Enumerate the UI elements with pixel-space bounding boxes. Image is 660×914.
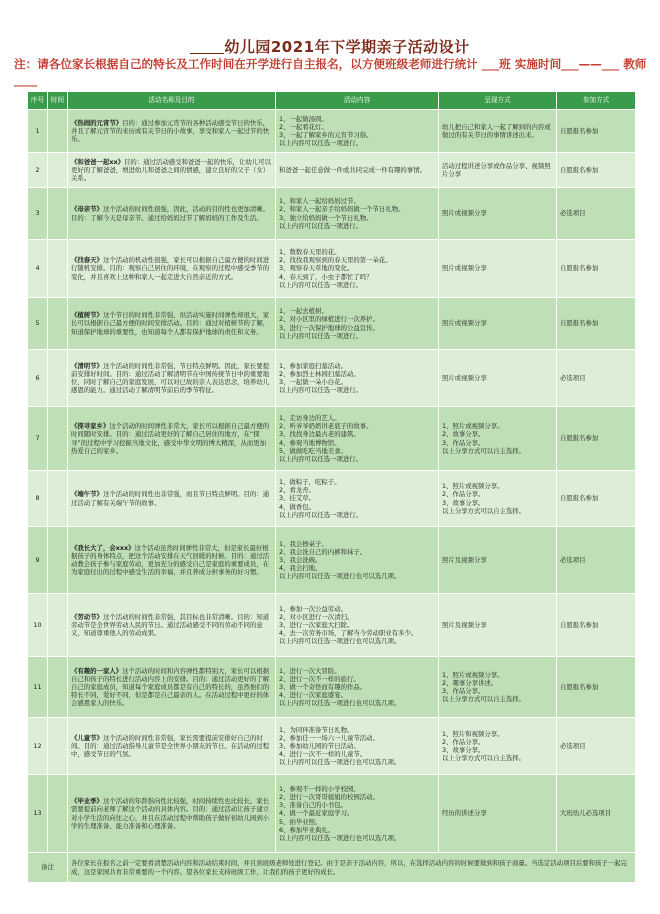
signup-notice: 注：请各位家长根据自己的特长及工作时间在开学进行自主报名，以方便班级老师进行统计 ___班 实施时间___——___ 教师 ____ bbox=[14, 57, 647, 87]
activity-content-cell bbox=[276, 527, 439, 594]
activity-cell bbox=[68, 775, 276, 853]
content-line: 以上内容可以任选一项进行。 bbox=[279, 221, 363, 230]
remark-row bbox=[28, 853, 636, 883]
presentation-cell: 照片或视频分享 bbox=[439, 350, 557, 407]
kindergarten-name-blank bbox=[190, 39, 224, 54]
content-line: 1、做粽子，吃粽子。 bbox=[279, 478, 341, 487]
activity-title: 《劳动节》 bbox=[71, 612, 103, 621]
participation-cell: 自愿报名参加 bbox=[557, 240, 636, 298]
activity-cell bbox=[68, 153, 276, 188]
content-line: 以上内容可以任选一项进行。 bbox=[279, 386, 363, 395]
presentation-line: 1、照片和视频分享。 bbox=[442, 729, 504, 738]
activity-cell bbox=[68, 407, 276, 471]
presentation-cell: 幼儿把自己和家人一起了解到的内容或做过的有关节日的事情讲述出来。 bbox=[439, 110, 557, 153]
presentation-line: 以上分享方式可以自主选择。 bbox=[442, 506, 526, 515]
table-row bbox=[28, 471, 636, 527]
content-line: 1、为同伴准备节日礼物。 bbox=[279, 725, 354, 734]
table-row bbox=[28, 298, 636, 350]
content-line: 3、观察春天草地的变化。 bbox=[279, 264, 354, 273]
content-line: 3、找找身边最古老的建筑。 bbox=[279, 430, 360, 439]
activity-content-cell bbox=[276, 153, 439, 188]
activity-content-cell bbox=[276, 298, 439, 350]
activity-purpose: 目的：通过活动感受和爸爸一起的快乐，让幼儿可以更好的了解爸爸，增进幼儿和爸爸之间的情感，建立良好的父子（女）关系。 bbox=[71, 157, 271, 183]
row-number: 1 bbox=[28, 110, 48, 153]
activity-purpose: 这个活动的时间性非常强，其目标也非常清晰。目的：知道劳动节是全世界劳动人民的节日。通过活动感受不同的劳动不同的意义，知道尊重他人的劳动成果。 bbox=[71, 612, 270, 638]
table-row bbox=[28, 240, 636, 298]
row-time-cell bbox=[48, 350, 68, 407]
participation-cell: 自愿报名参加 bbox=[557, 657, 636, 718]
content-line: 以上内容可以任选一项进行也可以选几项。 bbox=[279, 572, 401, 581]
content-line: 5、做做吃吃当地美食。 bbox=[279, 446, 347, 455]
presentation-line: 3、故事分享。 bbox=[442, 746, 485, 754]
activity-content-cell bbox=[276, 188, 439, 240]
col-header-mode: 参加方式 bbox=[557, 92, 636, 110]
content-line: 1、数数春天里的花。 bbox=[279, 248, 341, 257]
presentation-line: 3、故事分享。 bbox=[442, 498, 485, 507]
presentation-cell: 照片或视频分享 bbox=[439, 188, 557, 240]
content-line: 4、参观当地博物馆。 bbox=[279, 438, 341, 447]
activity-title: 《端午节》 bbox=[71, 490, 103, 499]
activity-title: 《毕业季》 bbox=[71, 797, 103, 806]
page-title bbox=[0, 36, 660, 57]
presentation-line: 2、故事分享。 bbox=[442, 430, 485, 439]
presentation-cell bbox=[439, 407, 557, 471]
table-row bbox=[28, 407, 636, 471]
presentation-cell: 照片或视频分享 bbox=[439, 240, 557, 298]
activity-table bbox=[27, 91, 636, 883]
presentation-line: 1、照片或视频分享。 bbox=[442, 422, 504, 431]
row-number: 12 bbox=[28, 718, 48, 775]
activity-purpose: 这个活动的机动性很强，家长可以根据自己最方便的时间进行随机安排。目的：观察自己居住的环境，在观察的过程中感受季节的变化，并且喜欢上这种和家人一起走进大自然亲近的方式。 bbox=[71, 256, 270, 281]
activity-content-cell bbox=[276, 594, 439, 657]
content-line: 1、进行一次大冒险。 bbox=[279, 666, 341, 675]
content-line: 2、和家人一起亲手给妈妈做一个节日礼物。 bbox=[279, 205, 405, 214]
activity-content-cell bbox=[276, 471, 439, 527]
content-line: 以上内容可以任选一项进行。 bbox=[279, 280, 363, 289]
presentation-cell bbox=[439, 718, 557, 775]
col-header-activity: 活动名称及目的 bbox=[68, 92, 276, 110]
presentation-line: 以上分享方式可以自主选择。 bbox=[442, 754, 526, 763]
activity-cell bbox=[68, 657, 276, 718]
content-line: 1、和家人一起给妈妈过节。 bbox=[279, 197, 360, 206]
activity-title: 《儿童节》 bbox=[71, 733, 103, 742]
participation-cell: 自愿报名参加 bbox=[557, 110, 636, 153]
content-line: 1、参加家庭扫墓活动。 bbox=[279, 361, 347, 370]
activity-title: 《母亲节》 bbox=[71, 205, 103, 214]
activity-purpose: 这个活动的时间性也非常强，而且节日特点鲜明。目的：通过活动了解有关端午节的故事。 bbox=[71, 490, 270, 507]
presentation-cell bbox=[439, 657, 557, 718]
content-line: 以上内容可以任选一项进行也可以选几项。 bbox=[279, 833, 401, 842]
remark-text: 各位家长在报名之前一定要看清楚活动内容和活动结束时间，并且到班级老师处进行登记。由于是亲子活动内容，所以，在选择活动内容的时候要做到和孩子商量。当选定活动项目后要和孩子一起完成，这是家园共育非常重要的一个内容。望各位家长支持班级工作，让我们的孩子更好的成长。 bbox=[68, 853, 636, 883]
table-row bbox=[28, 350, 636, 407]
presentation-cell: 经历的讲述分享 bbox=[439, 775, 557, 853]
activity-cell bbox=[68, 298, 276, 350]
presentation-line: 2、作品分享。 bbox=[442, 490, 485, 499]
content-line: 5、拍毕业照。 bbox=[279, 817, 322, 826]
activity-content-cell bbox=[276, 775, 439, 853]
content-line: 4、进行一次家庭盛宴。 bbox=[279, 691, 347, 700]
activity-title: 《植树节》 bbox=[71, 311, 103, 320]
activity-content-cell bbox=[276, 718, 439, 775]
title-text: 幼儿园2021年下学期亲子活动设计 bbox=[224, 38, 470, 56]
table-row bbox=[28, 718, 636, 775]
activity-cell bbox=[68, 110, 276, 153]
content-line: 2、参加烈士林园扫墓活动。 bbox=[279, 369, 360, 378]
participation-cell: 自愿报名参加 bbox=[557, 594, 636, 657]
content-line: 4、去一次劳务市场，了解当今劳动职业有多少。 bbox=[279, 629, 418, 638]
table-row bbox=[28, 188, 636, 240]
content-line: 1、我会擦桌子。 bbox=[279, 539, 328, 548]
content-line: 和爸爸一起任意做一件或共同完成一件有趣的事情。 bbox=[279, 165, 426, 174]
activity-purpose: 这个活动的时间性非常强，节日特点鲜明。因此，家长要提前安排好时间。目的：通过活动了解清明节在中国传统节日中的重要地位，同时了解自己的家庭发展，可以对已故的亲人表达思念，培养幼儿感恩的能力。通过活动了解清明节前后的季节特征。 bbox=[71, 361, 270, 395]
activity-purpose: 这个活动的时间和内容弹性都特别大，家长可以根据自己和孩子的特长进行活动内容上的安排。目的：通过活动更好的了解自己的家庭成员，知道每个家庭成员都是有自己的特长的，虽然他们的特长不同，爱好不同，但是都是自己最亲的人。在活动过程中更好的体会感恩家人的快乐。 bbox=[71, 666, 270, 708]
activity-title: 《有趣的一家人》 bbox=[71, 666, 123, 675]
row-number: 4 bbox=[28, 240, 48, 298]
table-row bbox=[28, 153, 636, 188]
presentation-line: 1、照片或视频分享。 bbox=[442, 482, 504, 491]
activity-purpose: 这个活动的时间性很强，因此，活动的目的性也更加清晰。目的：了解今天是母亲节。通过给妈妈过节了解妈妈的工作及生活。 bbox=[71, 205, 270, 222]
col-header-no: 序号 bbox=[28, 92, 48, 110]
table-row bbox=[28, 527, 636, 594]
content-line: 2、听爷爷奶奶讲老底子的故事。 bbox=[279, 422, 373, 431]
content-line: 以上内容可以任选一项进行。 bbox=[279, 139, 363, 148]
row-number: 5 bbox=[28, 298, 48, 350]
table-body bbox=[28, 110, 636, 883]
row-time-cell bbox=[48, 657, 68, 718]
activity-content-cell bbox=[276, 350, 439, 407]
presentation-line: 3、作品分享。 bbox=[442, 438, 485, 447]
content-line: 1、走访身边的艺人。 bbox=[279, 414, 341, 423]
activity-cell bbox=[68, 350, 276, 407]
activity-title: 《我长大了，会xxx》 bbox=[71, 543, 135, 552]
activity-purpose: 这个活动的时间弹性非常大，家长可以根据自己最方便的时间随时安排。目的：通过活动更好的了解自己居住的地方，在“探寻”的过程中学习挖掘当地文化，感受中华文明的博大精深，从而更加热爱自己的家乡。 bbox=[71, 422, 270, 455]
table-row bbox=[28, 657, 636, 718]
activity-cell bbox=[68, 188, 276, 240]
content-line: 3、参加幼儿园的节日活动。 bbox=[279, 741, 360, 750]
content-line: 2、对小区进行一次清扫。 bbox=[279, 612, 354, 621]
participation-cell: 必选项目 bbox=[557, 527, 636, 594]
participation-cell: 必选项目 bbox=[557, 350, 636, 407]
presentation-cell: 照片或视频分享 bbox=[439, 298, 557, 350]
row-time-cell bbox=[48, 153, 68, 188]
row-time-cell bbox=[48, 775, 68, 853]
content-line: 2、进行一次哥哥姐姐的校园活动。 bbox=[279, 793, 379, 802]
row-number: 2 bbox=[28, 153, 48, 188]
table-header-row bbox=[28, 92, 636, 110]
row-time-cell bbox=[48, 240, 68, 298]
content-line: 4、做一个最近家庭学习。 bbox=[279, 809, 354, 818]
row-time-cell bbox=[48, 298, 68, 350]
activity-title: 《探寻家乡》 bbox=[71, 422, 110, 431]
content-line: 3、一起做一朵小白花。 bbox=[279, 378, 347, 386]
presentation-line: 3、作品分享。 bbox=[442, 687, 485, 695]
table-row bbox=[28, 110, 636, 153]
content-line: 4、做香包。 bbox=[279, 502, 316, 511]
activity-cell bbox=[68, 240, 276, 298]
activity-purpose: 这个节日的时间性非常强，但活动实施时间弹性却很大，家长可以根据自己最方便的时间安排活动。目的：通过对植树节的了解，知道保护地球的重要性，也知道每个人都有保护地球的责任和义务。 bbox=[71, 311, 270, 336]
activity-purpose: 这个活动的年龄指向性比较强，时间持续性也比较长。家长需要提前向老师了解这个活动的具体内容。目的：通过活动让孩子建立对小学生活的向往之心，并且在活动过程中帮助孩子做好初幼儿园到小学的生理准备、能力准备和心理准备。 bbox=[71, 797, 270, 830]
row-number: 11 bbox=[28, 657, 48, 718]
content-line: 4、春天到了，小虫子都忙了吗？ bbox=[279, 272, 373, 281]
content-line: 以上内容可以任选一项进行。 bbox=[279, 510, 363, 519]
row-time-cell bbox=[48, 594, 68, 657]
activity-content-cell bbox=[276, 407, 439, 471]
presentation-line: 以上分享方式可以自主选择。 bbox=[442, 695, 526, 704]
participation-cell: 自愿报名参加 bbox=[557, 471, 636, 527]
presentation-cell: 照片及视频分享 bbox=[439, 594, 557, 657]
row-time-cell bbox=[48, 188, 68, 240]
col-header-content: 活动内容 bbox=[276, 92, 439, 110]
content-line: 3、准备自己的小书包。 bbox=[279, 801, 347, 810]
content-line: 以上内容可以任选一项进行也可以选几项。 bbox=[279, 758, 401, 767]
row-time-cell bbox=[48, 407, 68, 471]
content-line: 2、看龙舟。 bbox=[279, 486, 316, 495]
activity-cell bbox=[68, 527, 276, 594]
content-line: 3、独立给妈妈做一个节日礼物。 bbox=[279, 213, 373, 222]
row-number: 7 bbox=[28, 407, 48, 471]
participation-cell: 大班幼儿必选项目 bbox=[557, 775, 636, 853]
content-line: 以上内容可以任选一项进行。 bbox=[279, 454, 363, 463]
presentation-cell: 活动过程讲述分享或作品分享、视频照片分享 bbox=[439, 153, 557, 188]
content-line: 1、一起做汤圆。 bbox=[279, 114, 328, 123]
participation-cell: 必选项目 bbox=[557, 188, 636, 240]
col-header-format: 呈现方式 bbox=[439, 92, 557, 110]
content-line: 1、一起去植树。 bbox=[279, 307, 328, 316]
remark-label: 备注 bbox=[28, 853, 68, 883]
participation-cell: 自愿报名参加 bbox=[557, 153, 636, 188]
row-number: 6 bbox=[28, 350, 48, 407]
content-line: 2、我会洗自己的内裤和袜子。 bbox=[279, 547, 367, 556]
activity-title: 《找春天》 bbox=[71, 256, 103, 265]
activity-title: 《和爸爸一起xx》 bbox=[71, 157, 124, 166]
content-line: 2、参加任一一场六一儿童节活动。 bbox=[279, 733, 379, 742]
col-header-time: 时间 bbox=[48, 92, 68, 110]
content-line: 4、我会扫地。 bbox=[279, 564, 322, 573]
content-line: 1、参加一次公益劳动。 bbox=[279, 604, 347, 613]
activity-cell bbox=[68, 718, 276, 775]
activity-purpose: 这个活动的时间性非常强，家长需要提前安排好自己的时间。目的：通过活动指导儿童节是全世界小朋友的节日。在活动的过程中，感受节日的气氛。 bbox=[71, 733, 270, 759]
content-line: 2、对小区里的绿植进行一次养护。 bbox=[279, 315, 379, 324]
content-line: 2、找找我观察到的春天里的第一朵花。 bbox=[279, 256, 392, 265]
table-row bbox=[28, 594, 636, 657]
content-line: 3、一起了解家乡的元宵节习俗。 bbox=[279, 131, 373, 139]
activity-purpose: 目的：通过参加元宵节的各种活动感受节日的快乐，并且了解元宵节的来历或有关节日的小故事，享受和家人一起过节的快乐。 bbox=[71, 118, 270, 144]
content-line: 3、做一个奇怪而有趣的作品。 bbox=[279, 682, 367, 691]
activity-cell bbox=[68, 471, 276, 527]
content-line: 1、参观不一样的小学校园。 bbox=[279, 785, 360, 794]
participation-cell: 必选项目 bbox=[557, 718, 636, 775]
content-line: 3、我会洗碗。 bbox=[279, 555, 322, 564]
row-number: 10 bbox=[28, 594, 48, 657]
presentation-line: 1、照片或视频分享。 bbox=[442, 670, 504, 679]
row-number: 9 bbox=[28, 527, 48, 594]
presentation-cell bbox=[439, 471, 557, 527]
content-line: 2、进行一次不一样的旅行。 bbox=[279, 674, 360, 683]
presentation-line: 2、趣事分享讲述。 bbox=[442, 678, 498, 687]
participation-cell: 自愿报名参加 bbox=[557, 298, 636, 350]
content-line: 以上内容可以任选一项进行。 bbox=[279, 331, 363, 340]
content-line: 3、进行一次保护地球的公益宣传。 bbox=[279, 323, 379, 332]
activity-title: 《热闹的元宵节》 bbox=[71, 118, 123, 127]
content-line: 6、参加毕业典礼。 bbox=[279, 825, 335, 834]
participation-cell: 自愿报名参加 bbox=[557, 407, 636, 471]
presentation-line: 以上分享方式可以自主选择。 bbox=[442, 446, 526, 455]
activity-content-cell bbox=[276, 657, 439, 718]
row-number: 3 bbox=[28, 188, 48, 240]
content-line: 4、进行一次不一样的儿童节。 bbox=[279, 750, 367, 759]
activity-purpose: 这个活动虽然时间弹性非常大，但是家长最好根据孩子的身体特点，把这个活动安排在天气回暖的时候。目的：通过活动教会孩子参与家庭劳动，更加充分的感受自己是家庭的重要成员，在为家庭付出的过程中感受生活的幸福，并且养成分担事务的好习惯。 bbox=[71, 543, 270, 577]
activity-title: 《清明节》 bbox=[71, 361, 103, 370]
row-time-cell bbox=[48, 718, 68, 775]
row-time-cell bbox=[48, 471, 68, 527]
content-line: 以上内容可以任选一项进行也可以选几项。 bbox=[279, 699, 401, 708]
presentation-line: 2、作品分享。 bbox=[442, 737, 485, 746]
row-number: 13 bbox=[28, 775, 48, 853]
activity-content-cell bbox=[276, 110, 439, 153]
content-line: 2、一起看花灯。 bbox=[279, 122, 328, 131]
table-row bbox=[28, 775, 636, 853]
activity-cell bbox=[68, 594, 276, 657]
row-time-cell bbox=[48, 110, 68, 153]
content-line: 以上内容可以任选一项进行也可以选几项。 bbox=[279, 637, 401, 646]
presentation-cell: 照片及视频分享 bbox=[439, 527, 557, 594]
content-line: 3、进行一次家庭大扫除。 bbox=[279, 620, 354, 629]
row-number: 8 bbox=[28, 471, 48, 527]
content-line: 3、挂艾草。 bbox=[279, 494, 316, 503]
activity-content-cell bbox=[276, 240, 439, 298]
row-time-cell bbox=[48, 527, 68, 594]
